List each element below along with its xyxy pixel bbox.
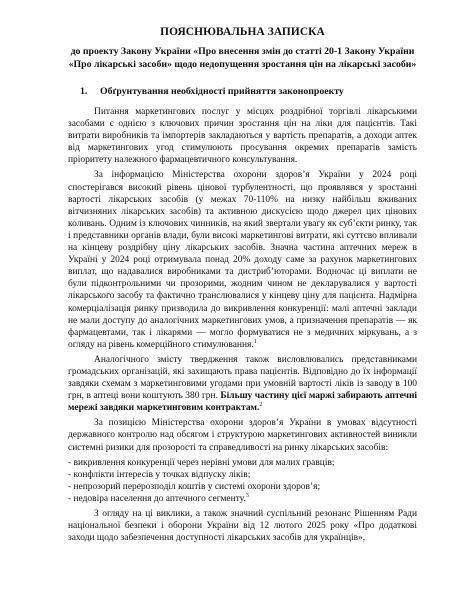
document-subtitle: до проекту Закону України «Про внесення змін до статті 20-1 Закону України «Про лікарські засоби» щодо недопущення зростання цін на лікарські засоби»: [68, 46, 417, 70]
footnote-ref-2[interactable]: 2: [259, 402, 263, 409]
risk-list: [68, 457, 417, 505]
paragraph-2: [68, 169, 417, 350]
section-heading-text: Обґрунтування необхідності прийняття законопроекту: [100, 86, 344, 97]
paragraph-1: Питання маркетингових послуг у місцях роздрібної торгівлі лікарськими засобами є однією з ключових причин зростання цін на ліки для пацієнтів. Такі витрати виробників та імпортерів закладаються у вартість препаратів, а доходи аптек від маркетингових угод стимулюють просування окремих препаратів замість пріоритету належного фармацевтичного консультування.: [68, 107, 417, 166]
footnote-ref-3[interactable]: 3: [245, 492, 249, 499]
list-item-text: - недовіра населення до аптечного сегменту.: [68, 493, 246, 504]
list-item: - конфлікти інтересів у точках відпуску ліків;: [68, 469, 251, 480]
document-title: ПОЯСНЮВАЛЬНА ЗАПИСКА: [160, 26, 325, 38]
paragraph-3-bold: Більшу частину цієї маржі забирають аптечні мережі завдяки маркетинговим контрактам.: [68, 391, 417, 414]
footnote-ref-1[interactable]: 1: [253, 338, 257, 345]
paragraph-3: [68, 354, 417, 414]
section-heading: [68, 85, 417, 98]
list-item: [68, 493, 417, 505]
paragraph-4: За позицією Міністерства охорони здоров’я України в умовах відсутності державного контролю над обсягом і структурою маркетингових активностей виникли системні ризики для прозорості та справедливості на ринку лікарських засобів:: [68, 418, 417, 453]
list-item: - непрозорий перерозподіл коштів у системі охорони здоров’я;: [68, 481, 321, 492]
section-number: 1.: [80, 86, 88, 97]
paragraph-5: З огляду на ці виклики, а також значний суспільний резонанс Рішенням Ради національної безпеки і оборони України від 12 лютого 2025 року «Про додаткові заходи щодо забезпечення доступності лікарських засобів для українців»,: [68, 509, 417, 544]
paragraph-3-text: Аналогічного змісту твердження також висловлювались представниками громадських організацій, які захищають права пацієнтів. Відповідно до їх інформації завдяки схемам з маркетинговими угодами при умовній вартості ліків із заводу в 100 грн, в аптеці вони коштують 380 грн.: [68, 354, 417, 402]
list-item: - викривлення конкуренції через нерівні умови для малих гравців;: [68, 457, 335, 468]
paragraph-2-text: За інформацією Міністерства охорони здоров’я України у 2024 році спостерігався високий рівень цінової турбулентності, що проявлявся у зростанні вартості лікарських засобів (у межах 70-110% на низку найбільш вживаних вітчизняних лікарських засобів) та активною дискусією щодо джерел цих цінових коливань. Одним із ключових чинників, на який звертали увагу як суб’єкти ринку, так і представники органів влади, були високі маркетингові витрати, які суттєво впливали на кінцеву роздрібну ціну лікарських засобів. Значна частина аптечних мереж в Україні у 2024 році отримувала понад 20% доходу саме за рахунок маркетингових виплат, що надавалися виробниками та дистриб’юторами. Водночас ці виплати не були підконтрольними чи прозорими, жодним чином не декларувалися у вартості лікарського засобу та фактично транслювалися у кінцеву ціну для пацієнта. Надмірна комерціалізація ринку призводила до викривлення конкуренції: малі аптечні заклади не мали доступу до аналогічних маркетингових умов, а призначення препаратів — як фармацевтами, так і лікарями — могло формуватися не з медичних міркувань, а з огляду на рівень комерційного стимулювання.: [68, 170, 417, 350]
